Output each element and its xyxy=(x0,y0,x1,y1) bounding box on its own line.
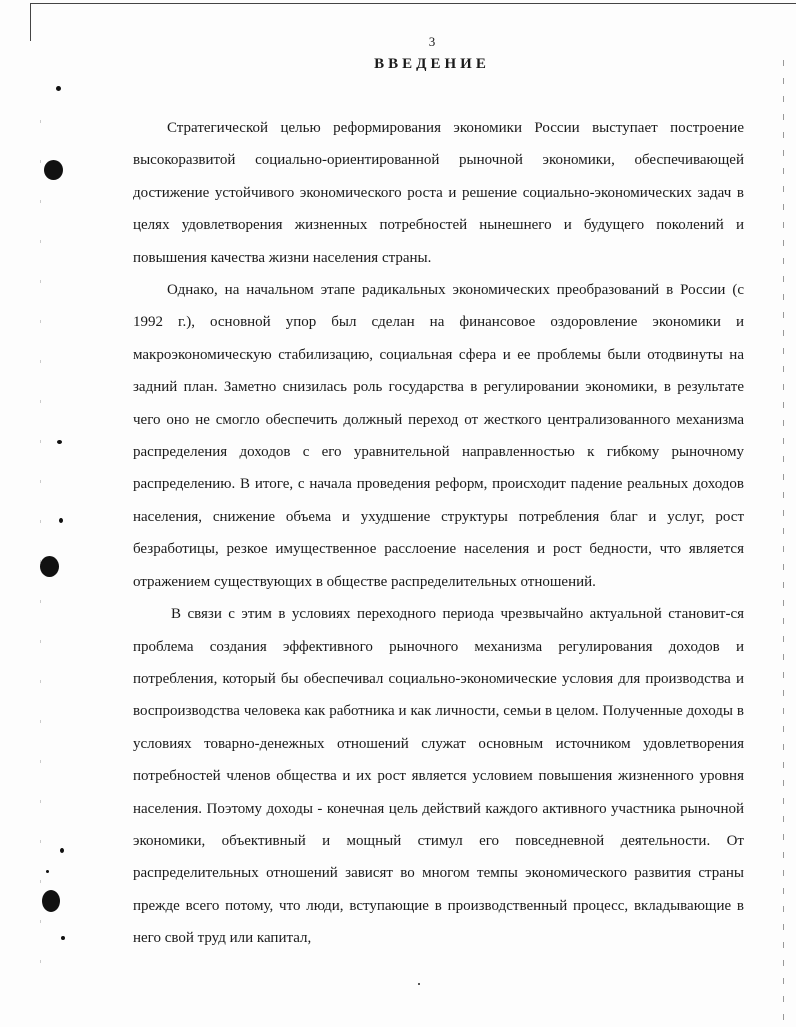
scan-speck xyxy=(56,86,61,91)
body-text xyxy=(133,112,744,955)
scan-speck xyxy=(57,440,62,444)
scan-speck xyxy=(418,983,420,985)
scan-speck xyxy=(61,936,65,940)
section-title: ВВЕДЕНИЕ xyxy=(374,56,490,72)
binder-hole-mark xyxy=(42,890,60,912)
scan-edge-top xyxy=(30,3,796,4)
scan-speck xyxy=(60,848,64,853)
binder-hole-mark xyxy=(44,160,63,180)
paragraph-1: Стратегической целью реформирования экономики России выступает построение высокоразвитой социально-ориентированной рыночной экономики, обеспечивающей достижение устойчивого экономического роста и решение социально-экономических задач в целях удовлетворения жизненных потребностей нынешнего и будущего поколений и повышения качества жизни населения страны. xyxy=(133,120,744,266)
paragraph-2: Однако, на начальном этапе радикальных экономических преобразований в России (с 1992 г.), основной упор был сделан на финансовое оздоровление экономики и макроэкономическую стабилизацию, социальная сфера и ее проблемы были отодвинуты на задний план. Заметно снизилась роль государства в регулировании экономики, в результате чего оно не смогло обеспечить должный переход от жесткого централизованного механизма распределения доходов с его уравнительной направленностью к гибкому рыночному распределению. В итоге, с начала проведения реформ, происходит падение реальных доходов населения, снижение объема и ухудшение структуры потребления благ и услуг, рост безработицы, резкое имущественное расслоение населения и рост бедности, что является отражением существующих в обществе распределительных отношений. xyxy=(133,282,744,590)
paragraph-3: В связи с этим в условиях переходного периода чрезвычайно актуальной становит-ся проблема создания эффективного рыночного механизма регулирования доходов и потребления, который бы обеспечивал социально-экономические условия для производства и воспроизводства человека как работника и как личности, семьи в целом. Полученные доходы в условиях товарно-денежных отношений служат основным источником удовлетворения потребностей членов общества и их рост является условием повышения жизненного уровня населения. Поэтому доходы - конечная цель действий каждого активного участника рыночной экономики, объективный и мощный стимул его повседневной деятельности. От распределительных отношений зависят во многом темпы экономического развития страны прежде всего потому, что люди, вступающие в производственный процесс, вкладывающие в него свой труд или капитал, xyxy=(133,606,744,947)
page-number: 3 xyxy=(428,34,436,49)
scan-speck xyxy=(59,518,63,523)
scan-edge-right xyxy=(783,60,784,1020)
scan-speck xyxy=(46,870,49,873)
binder-hole-mark xyxy=(40,556,59,577)
